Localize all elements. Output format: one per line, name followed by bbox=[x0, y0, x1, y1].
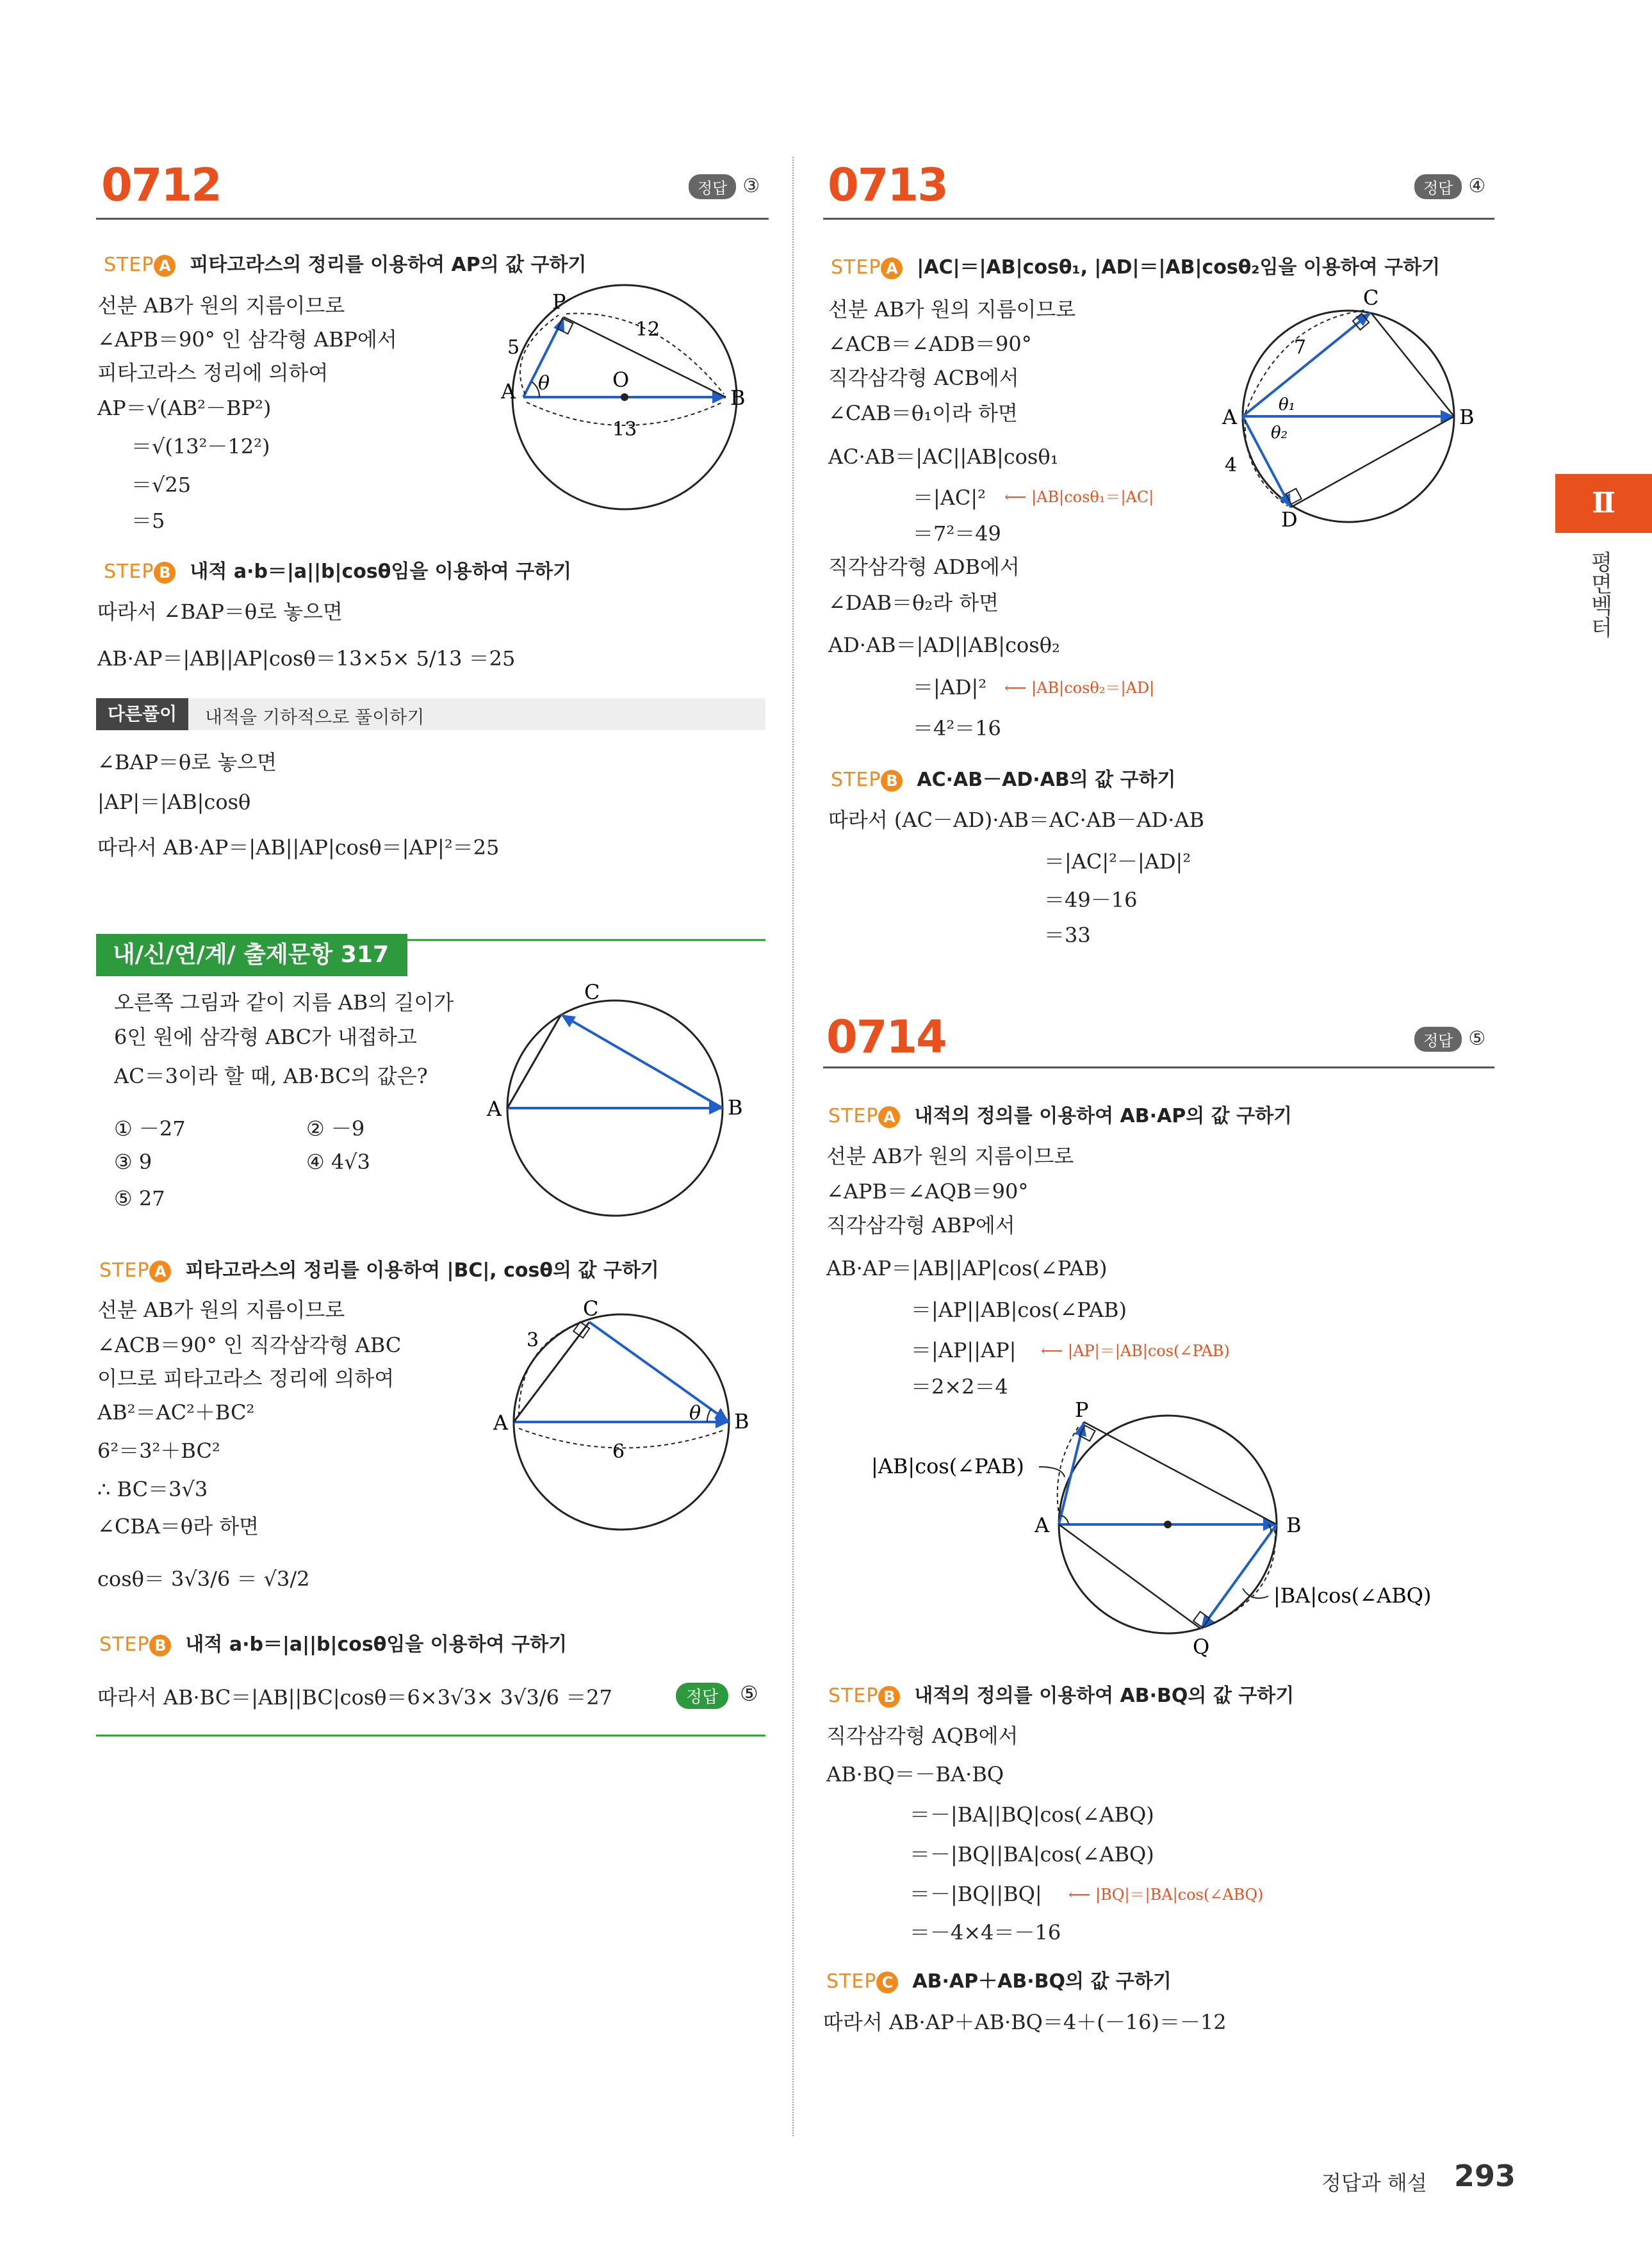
step-b-heading: STEP B 내적 a·b＝|a||b|cosθ임을 이용하여 구하기 bbox=[104, 560, 572, 583]
choice: ② －9 bbox=[306, 1116, 365, 1141]
solution-line: 이므로 피타고라스 정리에 의하여 bbox=[97, 1366, 395, 1391]
solution-line: 따라서 (AC－AD)·AB＝AC·AB－AD·AB bbox=[828, 808, 1204, 832]
solution-line: 직각삼각형 ADB에서 bbox=[828, 555, 1020, 579]
answer-value: ④ bbox=[1468, 175, 1486, 197]
chapter-tab-label: 평면벡터 bbox=[1587, 551, 1612, 638]
label-theta: θ bbox=[689, 1402, 701, 1425]
solution-line: 따라서 AB·AP＋AB·BQ＝4＋(－16)＝－12 bbox=[823, 2010, 1227, 2034]
answer-0713 bbox=[1414, 174, 1485, 199]
solution-line: ＝√(13²－12²) bbox=[131, 434, 270, 459]
solution-line: ＝－|BQ||BA|cos(∠ABQ) bbox=[910, 1842, 1154, 1867]
label-b: B bbox=[730, 386, 746, 410]
step-a-heading: STEP A 피타고라스의 정리를 이용하여 |BC|, cosθ의 값 구하기 bbox=[99, 1259, 659, 1282]
label-d: D bbox=[1281, 507, 1298, 532]
solution-line: ＝|AC|² bbox=[913, 486, 986, 510]
answer-label: 정답 bbox=[689, 174, 736, 199]
solution-line: ＝－4×4＝－16 bbox=[910, 1920, 1061, 1945]
solution-line: ＝2×2＝4 bbox=[911, 1375, 1008, 1399]
solution-line: ＝5 bbox=[131, 509, 165, 533]
hint-note: ⟵ |AP|＝|AB|cos(∠PAB) bbox=[1041, 1342, 1230, 1360]
solution-line: ＝4²＝16 bbox=[913, 716, 1001, 740]
solution-line: ＝49－16 bbox=[1044, 888, 1138, 912]
alt-solution-title: 내적을 기하적으로 풀이하기 bbox=[205, 707, 425, 728]
step-b-heading: STEP B 내적의 정의를 이용하여 AB·BQ의 값 구하기 bbox=[828, 1685, 1295, 1707]
label-c: C bbox=[584, 980, 600, 1004]
label-7: 7 bbox=[1294, 336, 1307, 359]
header-rule bbox=[823, 218, 1494, 220]
solution-line: ＝√25 bbox=[131, 473, 192, 497]
label-3: 3 bbox=[527, 1329, 539, 1352]
solution-line: ＝|AP||AP| bbox=[911, 1338, 1017, 1362]
solution-line: cosθ＝ 3√3/6 ＝ √3/2 bbox=[97, 1567, 310, 1591]
solution-line: ∠ACB＝90° 인 직각삼각형 ABC bbox=[97, 1333, 402, 1357]
step-b-heading: STEP B AC·AB－AD·AB의 값 구하기 bbox=[831, 769, 1176, 791]
column-divider bbox=[792, 157, 794, 2136]
solution-line: AB·BQ＝－BA·BQ bbox=[826, 1762, 1004, 1786]
solution-line: ∠BAP＝θ로 놓으면 bbox=[97, 750, 277, 774]
label-a: A bbox=[501, 379, 516, 404]
solution-line: 따라서 ∠BAP＝θ로 놓으면 bbox=[97, 600, 343, 624]
figure-0712 bbox=[487, 282, 756, 525]
label-12: 12 bbox=[635, 318, 660, 341]
solution-line: 선분 AB가 원의 지름이므로 bbox=[97, 293, 345, 318]
step-a-heading: STEP A |AC|＝|AB|cosθ₁, |AD|＝|AB|cosθ₂임을 이용하여 구하기 bbox=[831, 256, 1441, 279]
solution-line: ∠CBA＝θ라 하면 bbox=[97, 1514, 259, 1539]
label-b: B bbox=[728, 1095, 743, 1120]
label-5: 5 bbox=[507, 336, 520, 359]
solution-line: ＝|AD|² bbox=[913, 675, 987, 699]
figure-0714 bbox=[858, 1398, 1486, 1672]
hint-note: ⟵ |AB|cosθ₁＝|AC| bbox=[1004, 488, 1154, 506]
step-a-heading: STEP A 내적의 정의를 이용하여 AB·AP의 값 구하기 bbox=[828, 1105, 1293, 1127]
label-c: C bbox=[583, 1296, 599, 1321]
step-a-heading: STEP A 피타고라스의 정리를 이용하여 AP의 값 구하기 bbox=[104, 254, 587, 276]
label-a: A bbox=[1035, 1513, 1050, 1537]
choice: ③ 9 bbox=[114, 1150, 152, 1174]
solution-line: 선분 AB가 원의 지름이므로 bbox=[828, 297, 1076, 322]
page-number: 293 bbox=[1454, 2159, 1516, 2193]
question-line: AC＝3이라 할 때, AB·BC의 값은? bbox=[114, 1064, 428, 1088]
step-b-heading: STEP B 내적 a·b＝|a||b|cosθ임을 이용하여 구하기 bbox=[99, 1633, 568, 1656]
problem-number-0712: 0712 bbox=[101, 159, 221, 211]
step-c-heading: STEP C AB·AP＋AB·BQ의 값 구하기 bbox=[826, 1970, 1172, 1993]
label-6: 6 bbox=[612, 1441, 625, 1463]
choice: ① －27 bbox=[114, 1116, 186, 1141]
solution-line: AD·AB＝|AD||AB|cosθ₂ bbox=[828, 633, 1060, 657]
solution-line: ∠APB＝∠AQB＝90° bbox=[826, 1179, 1029, 1204]
label-a: A bbox=[487, 1097, 502, 1121]
answer-label: 정답 bbox=[1414, 1027, 1462, 1052]
solution-line: AB²＝AC²＋BC² bbox=[97, 1400, 255, 1425]
solution-line: 직각삼각형 ABP에서 bbox=[826, 1213, 1015, 1238]
answer-value: ⑤ bbox=[740, 1681, 758, 1706]
answer-value: ⑤ bbox=[1468, 1027, 1486, 1050]
choice: ⑤ 27 bbox=[114, 1186, 165, 1211]
alt-solution-banner bbox=[96, 698, 765, 730]
header-rule bbox=[823, 1066, 1494, 1068]
label-c: C bbox=[1363, 286, 1379, 310]
solution-line: 선분 AB가 원의 지름이므로 bbox=[97, 1298, 345, 1322]
answer-label: 정답 bbox=[1414, 174, 1462, 199]
solution-line: ∠APB＝90° 인 삼각형 ABP에서 bbox=[97, 327, 397, 352]
solution-line: 선분 AB가 원의 지름이므로 bbox=[826, 1144, 1074, 1168]
solution-line: 직각삼각형 AQB에서 bbox=[826, 1724, 1018, 1748]
label-13: 13 bbox=[612, 418, 637, 441]
answer-value: ③ bbox=[742, 175, 760, 197]
label-proj-q: |BA|cos(∠ABQ) bbox=[1273, 1583, 1432, 1608]
solution-line: ∠DAB＝θ₂라 하면 bbox=[828, 591, 999, 615]
figure-0713 bbox=[1217, 282, 1475, 532]
solution-line: AP＝√(AB²－BP²) bbox=[97, 396, 272, 420]
solution-line: ∠ACB＝∠ADB＝90° bbox=[828, 332, 1032, 356]
solution-line: 따라서 AB·AP＝|AB||AP|cosθ＝|AP|²＝25 bbox=[97, 835, 500, 860]
alt-solution-tag: 다른풀이 bbox=[96, 698, 188, 730]
label-a: A bbox=[493, 1410, 509, 1435]
hint-note: ⟵ |AB|cosθ₂＝|AD| bbox=[1004, 679, 1155, 697]
label-q: Q bbox=[1193, 1635, 1210, 1659]
solution-line: |AP|＝|AB|cosθ bbox=[97, 790, 251, 814]
solution-line: ＝－|BQ||BQ| bbox=[910, 1882, 1042, 1906]
label-o: O bbox=[612, 368, 630, 392]
answer-label: 정답 bbox=[676, 1683, 728, 1709]
label-p: P bbox=[552, 290, 566, 314]
solution-line: ∠CAB＝θ₁이라 하면 bbox=[828, 401, 1018, 425]
figure-linked-solution bbox=[493, 1294, 756, 1531]
solution-line: ＝7²＝49 bbox=[913, 521, 1001, 546]
solution-line: 따라서 AB·BC＝|AB||BC|cosθ＝6×3√3× 3√3/6 ＝27 bbox=[97, 1685, 612, 1710]
problem-number-0714: 0714 bbox=[826, 1011, 946, 1063]
figure-linked-question bbox=[487, 980, 749, 1217]
solution-line: 피타고라스 정리에 의하여 bbox=[97, 361, 329, 385]
solution-line: AC·AB＝|AC||AB|cosθ₁ bbox=[828, 445, 1059, 469]
answer-0714 bbox=[1414, 1027, 1485, 1052]
solution-line: 직각삼각형 ACB에서 bbox=[828, 366, 1019, 390]
label-b: B bbox=[1459, 405, 1475, 429]
solution-line: AB·AP＝|AB||AP|cosθ＝13×5× 5/13 ＝25 bbox=[97, 646, 516, 671]
solution-line: ＝|AC|²－|AD|² bbox=[1044, 849, 1191, 874]
chapter-tab: Ⅱ bbox=[1555, 474, 1652, 533]
question-line: 오른쪽 그림과 같이 지름 AB의 길이가 bbox=[114, 990, 454, 1015]
solution-line: AB·AP＝|AB||AP|cos(∠PAB) bbox=[826, 1256, 1108, 1280]
label-p: P bbox=[1075, 1398, 1089, 1422]
label-b: B bbox=[1286, 1513, 1302, 1537]
label-theta1: θ₁ bbox=[1279, 395, 1296, 414]
solution-line: ＝33 bbox=[1044, 923, 1091, 947]
header-rule bbox=[96, 218, 769, 220]
solution-line: ＝－|BA||BQ|cos(∠ABQ) bbox=[910, 1802, 1154, 1827]
label-4: 4 bbox=[1225, 454, 1238, 477]
question-line: 6인 원에 삼각형 ABC가 내접하고 bbox=[114, 1025, 417, 1049]
label-proj-p: |AB|cos(∠PAB) bbox=[871, 1454, 1024, 1478]
label-theta: θ bbox=[538, 372, 550, 395]
label-a: A bbox=[1222, 405, 1238, 429]
label-theta2: θ₂ bbox=[1271, 423, 1288, 443]
linked-problem-bottom-rule bbox=[96, 1735, 765, 1736]
linked-problem-header: 내/신/연/계/ 출제문항 317 bbox=[96, 934, 407, 976]
solution-line: 6²＝3²＋BC² bbox=[97, 1439, 220, 1463]
solution-line: ＝|AP||AB|cos(∠PAB) bbox=[911, 1298, 1127, 1322]
solution-line: ∴ BC＝3√3 bbox=[97, 1477, 208, 1501]
choice: ④ 4√3 bbox=[306, 1150, 370, 1174]
answer-0712 bbox=[689, 174, 760, 199]
problem-number-0713: 0713 bbox=[828, 159, 947, 211]
label-b: B bbox=[734, 1409, 749, 1434]
footer-label: 정답과 해설 bbox=[1321, 2171, 1427, 2195]
hint-note: ⟵ |BQ|＝|BA|cos(∠ABQ) bbox=[1068, 1886, 1264, 1904]
